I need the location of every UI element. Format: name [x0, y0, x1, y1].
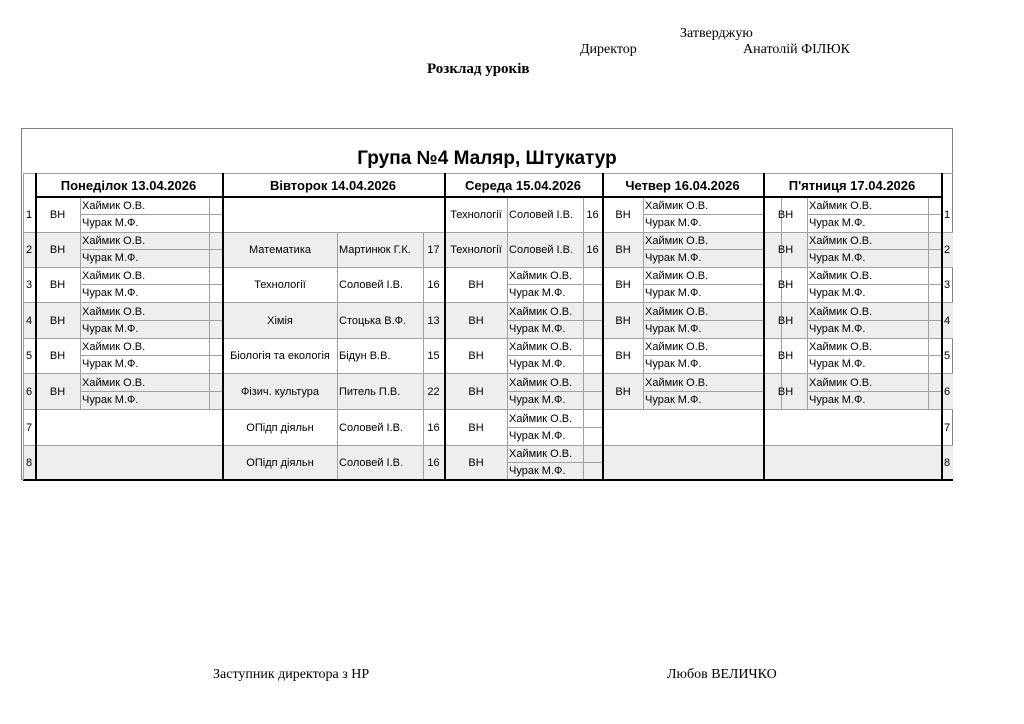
teacher-name: Хаймик О.В.: [509, 269, 573, 282]
grid-line: [23, 232, 953, 233]
grid-line: [23, 409, 953, 410]
grid-line: [507, 355, 602, 356]
grid-line: [337, 267, 338, 302]
teacher-name: Хаймик О.В.: [645, 305, 709, 318]
vn-cell: ВН: [49, 314, 66, 327]
teacher-name: Хаймик О.В.: [809, 376, 873, 389]
grid-line: [35, 196, 941, 198]
subject-cell: Технології: [450, 208, 502, 221]
lesson-number: 4: [25, 314, 33, 327]
room-cell: 16: [427, 456, 440, 469]
grid-line: [222, 173, 224, 480]
lesson-number: 3: [943, 278, 951, 291]
grid-line: [444, 173, 446, 480]
vn-cell: ВН: [615, 385, 631, 398]
subject-cell: Фізич. культура: [240, 385, 320, 398]
vn-cell: ВН: [777, 278, 794, 291]
teacher-cell: Мартинюк Г.К.: [339, 243, 411, 256]
grid-line: [807, 284, 941, 285]
grid-line: [23, 302, 953, 303]
grid-line: [337, 374, 338, 409]
subject-cell: Математика: [249, 243, 311, 256]
teacher-cell: Соловей І.В.: [339, 456, 404, 469]
teacher-name: Чурак М.Ф.: [82, 217, 139, 229]
grid-line: [807, 320, 941, 321]
grid-line: [423, 374, 424, 409]
grid-line: [23, 445, 953, 446]
vn-cell: ВН: [468, 314, 484, 327]
teacher-name: Чурак М.Ф.: [809, 217, 866, 229]
vn-cell: ВН: [49, 278, 66, 291]
grid-line: [423, 445, 424, 480]
teacher-name: Чурак М.Ф.: [82, 394, 139, 406]
teacher-name: Чурак М.Ф.: [509, 394, 566, 406]
teacher-cell: Соловей І.В.: [339, 421, 404, 434]
teacher-name: Чурак М.Ф.: [509, 358, 566, 370]
group-title: Група №4 Маляр, Штукатур: [357, 148, 617, 169]
grid-line: [423, 232, 424, 267]
grid-line: [337, 410, 338, 445]
page-title: Розклад уроків: [427, 61, 530, 77]
grid-line: [941, 173, 943, 480]
subject-cell: Технології: [450, 243, 502, 256]
grid-line: [507, 284, 602, 285]
teacher-name: Хаймик О.В.: [645, 234, 709, 247]
grid-line: [423, 267, 424, 302]
subject-cell: Біологія та екологія: [230, 349, 330, 362]
teacher-name: Чурак М.Ф.: [645, 252, 702, 264]
day-header: Понеділок 13.04.2026: [60, 177, 197, 193]
teacher-name: Чурак М.Ф.: [82, 323, 139, 335]
grid-line: [807, 214, 941, 215]
vn-cell: ВН: [468, 421, 484, 434]
grid-line: [643, 249, 763, 250]
subject-cell: ОПідп діяльн: [246, 456, 314, 469]
vn-cell: ВН: [49, 243, 66, 256]
grid-line: [602, 173, 604, 480]
grid-line: [763, 173, 765, 480]
room-cell: 16: [586, 243, 599, 256]
teacher-name: Чурак М.Ф.: [809, 252, 866, 264]
day-header: Середа 15.04.2026: [465, 177, 581, 193]
lesson-number: 2: [25, 243, 33, 256]
grid-line: [423, 410, 424, 445]
teacher-name: Хаймик О.В.: [82, 199, 146, 212]
teacher-cell: Стоцька В.Ф.: [339, 314, 407, 327]
teacher-cell: Бідун В.В.: [339, 349, 391, 362]
teacher-name: Чурак М.Ф.: [645, 394, 702, 406]
lesson-number: 7: [943, 421, 951, 434]
room-cell: 22: [427, 385, 440, 398]
grid-line: [337, 338, 338, 373]
grid-line: [423, 338, 424, 373]
vn-cell: ВН: [49, 385, 66, 398]
teacher-name: Чурак М.Ф.: [82, 252, 139, 264]
teacher-name: Чурак М.Ф.: [809, 287, 866, 299]
vn-cell: ВН: [615, 349, 631, 362]
grid-line: [643, 214, 763, 215]
room-cell: 16: [427, 421, 440, 434]
subject-cell: Хімія: [267, 314, 293, 327]
grid-line: [337, 303, 338, 338]
teacher-cell: Питель П.В.: [339, 385, 401, 398]
lesson-number: 1: [943, 208, 951, 221]
day-header: Вівторок 14.04.2026: [269, 177, 397, 193]
grid-line: [23, 338, 953, 339]
lesson-number: 8: [943, 456, 951, 469]
teacher-name: Чурак М.Ф.: [509, 465, 566, 477]
teacher-name: Хаймик О.В.: [809, 340, 873, 353]
teacher-cell: Соловей І.В.: [339, 278, 404, 291]
teacher-cell: Соловей І.В.: [509, 243, 574, 256]
grid-line: [423, 303, 424, 338]
room-cell: 16: [427, 278, 440, 291]
vn-cell: ВН: [777, 385, 794, 398]
director-title: Директор: [580, 42, 637, 57]
lesson-number: 4: [943, 314, 951, 327]
teacher-name: Хаймик О.В.: [809, 234, 873, 247]
vn-cell: ВН: [468, 456, 484, 469]
teacher-name: Чурак М.Ф.: [82, 358, 139, 370]
teacher-name: Хаймик О.В.: [82, 340, 146, 353]
vn-cell: ВН: [615, 243, 631, 256]
vn-cell: ВН: [615, 314, 631, 327]
schedule-table: [21, 128, 953, 480]
grid-line: [80, 320, 222, 321]
director-name: Анатолій ФІЛЮК: [743, 42, 851, 57]
vn-cell: ВН: [49, 208, 66, 221]
grid-line: [337, 445, 338, 480]
teacher-name: Хаймик О.В.: [82, 269, 146, 282]
approve-label: Затверджую: [680, 26, 753, 41]
grid-line: [507, 232, 508, 267]
teacher-name: Чурак М.Ф.: [809, 323, 866, 335]
teacher-name: Хаймик О.В.: [645, 199, 709, 212]
teacher-name: Хаймик О.В.: [809, 199, 873, 212]
grid-line: [507, 197, 508, 232]
vn-cell: ВН: [777, 243, 794, 256]
teacher-name: Хаймик О.В.: [645, 269, 709, 282]
grid-line: [23, 173, 953, 174]
grid-line: [80, 391, 222, 392]
grid-line: [80, 284, 222, 285]
teacher-name: Хаймик О.В.: [82, 305, 146, 318]
teacher-name: Хаймик О.В.: [645, 340, 709, 353]
grid-line: [583, 197, 584, 232]
grid-line: [80, 214, 222, 215]
vn-cell: ВН: [615, 278, 631, 291]
lesson-number: 5: [943, 349, 951, 362]
teacher-name: Хаймик О.В.: [509, 305, 573, 318]
vn-cell: ВН: [468, 385, 484, 398]
teacher-name: Хаймик О.В.: [82, 234, 146, 247]
grid-line: [643, 391, 763, 392]
room-cell: 16: [586, 208, 599, 221]
grid-line: [643, 320, 763, 321]
teacher-name: Чурак М.Ф.: [82, 287, 139, 299]
lesson-number: 3: [25, 278, 33, 291]
lesson-number: 6: [943, 385, 951, 398]
lesson-number: 8: [25, 456, 33, 469]
grid-line: [35, 173, 37, 480]
teacher-name: Чурак М.Ф.: [509, 287, 566, 299]
teacher-name: Чурак М.Ф.: [645, 323, 702, 335]
grid-line: [583, 232, 584, 267]
teacher-name: Хаймик О.В.: [509, 412, 573, 425]
teacher-name: Чурак М.Ф.: [645, 217, 702, 229]
teacher-name: Хаймик О.В.: [509, 340, 573, 353]
vn-cell: ВН: [615, 208, 631, 221]
day-header: П'ятниця 17.04.2026: [788, 177, 916, 193]
teacher-name: Хаймик О.В.: [509, 376, 573, 389]
teacher-name: Чурак М.Ф.: [645, 287, 702, 299]
lesson-number: 2: [943, 243, 951, 256]
subject-cell: Технології: [254, 278, 306, 291]
vn-cell: ВН: [777, 349, 794, 362]
teacher-name: Чурак М.Ф.: [509, 430, 566, 442]
subject-cell: ОПідп діяльн: [246, 421, 314, 434]
grid-line: [507, 391, 602, 392]
teacher-name: Чурак М.Ф.: [809, 394, 866, 406]
grid-line: [507, 462, 602, 463]
grid-line: [80, 355, 222, 356]
teacher-cell: Соловей І.В.: [509, 208, 574, 221]
vn-cell: ВН: [49, 349, 66, 362]
grid-line: [507, 320, 602, 321]
grid-line: [807, 249, 941, 250]
grid-line: [643, 355, 763, 356]
lesson-number: 7: [25, 421, 33, 434]
grid-line: [23, 267, 953, 268]
grid-line: [807, 391, 941, 392]
lesson-number: 6: [25, 385, 33, 398]
grid-line: [23, 173, 24, 480]
grid-line: [643, 284, 763, 285]
teacher-name: Хаймик О.В.: [82, 376, 146, 389]
lesson-number: 1: [25, 208, 33, 221]
teacher-name: Хаймик О.В.: [645, 376, 709, 389]
lesson-number: 5: [25, 349, 33, 362]
deputy-name: Любов ВЕЛИЧКО: [667, 667, 777, 682]
teacher-name: Чурак М.Ф.: [509, 323, 566, 335]
grid-line: [23, 479, 953, 481]
teacher-name: Хаймик О.В.: [809, 305, 873, 318]
teacher-name: Хаймик О.В.: [509, 447, 573, 460]
room-cell: 17: [427, 243, 440, 256]
vn-cell: ВН: [468, 278, 484, 291]
vn-cell: ВН: [777, 314, 794, 327]
teacher-name: Чурак М.Ф.: [809, 358, 866, 370]
grid-line: [507, 427, 602, 428]
day-header: Четвер 16.04.2026: [625, 177, 740, 193]
vn-cell: ВН: [777, 208, 794, 221]
grid-line: [807, 355, 941, 356]
vn-cell: ВН: [468, 349, 484, 362]
teacher-name: Хаймик О.В.: [809, 269, 873, 282]
grid-line: [337, 232, 338, 267]
grid-line: [23, 373, 953, 374]
teacher-name: Чурак М.Ф.: [645, 358, 702, 370]
room-cell: 15: [427, 349, 440, 362]
room-cell: 13: [427, 314, 440, 327]
grid-line: [80, 249, 222, 250]
deputy-title: Заступник директора з НР: [213, 667, 370, 682]
